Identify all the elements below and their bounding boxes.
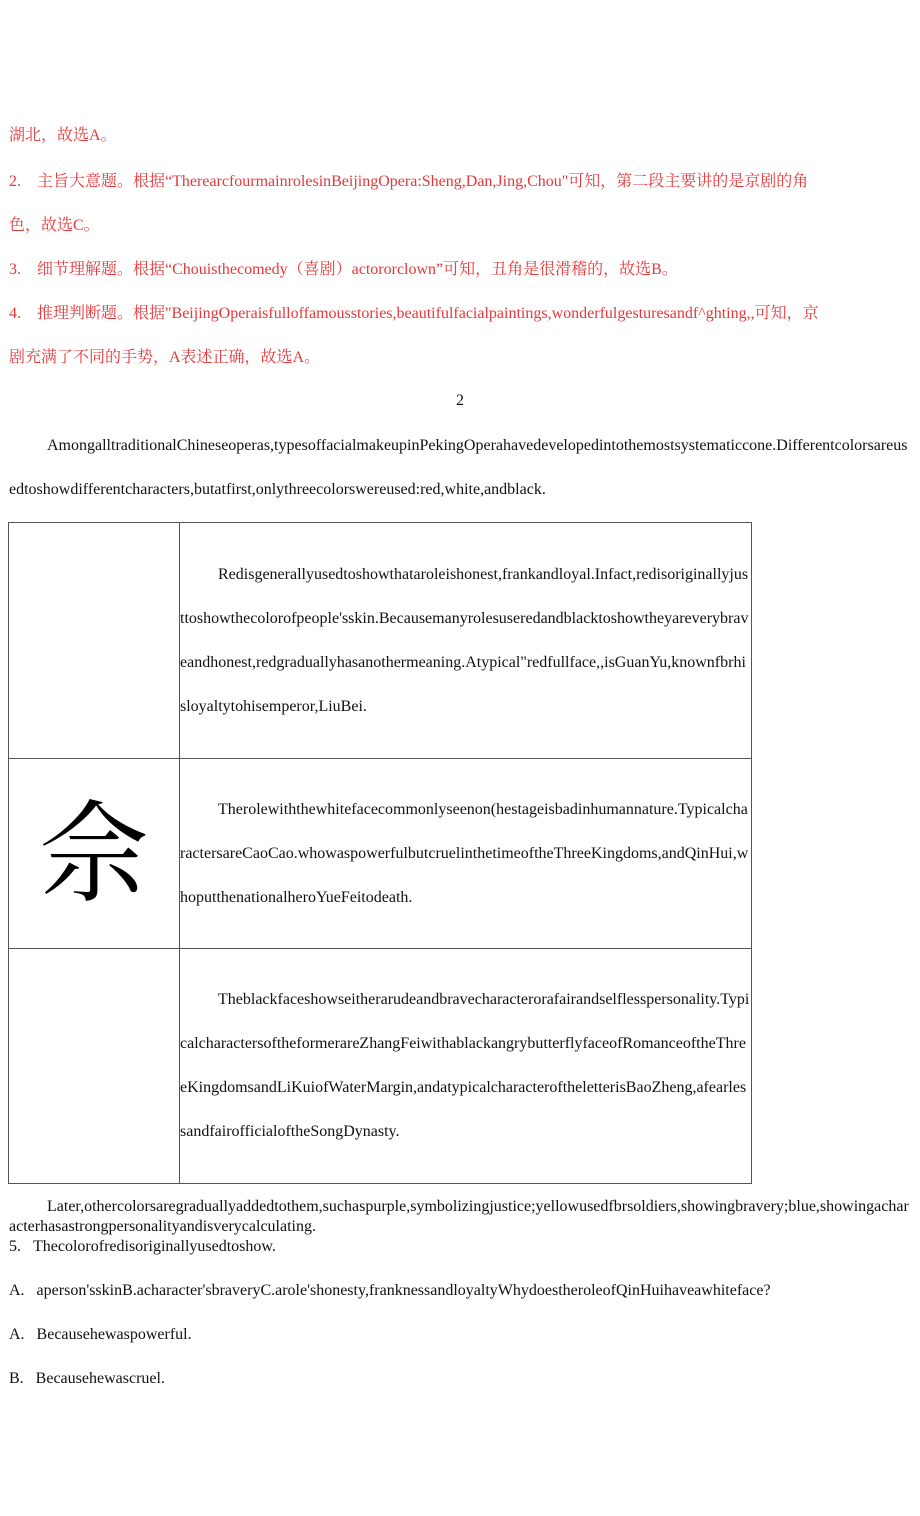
row-text: Theblackfaceshowseitherarudeandbravecharacterorafairandselflesspersonality.TypicalcharactersoftheformerareZhangFeiwithablackangrybutterflyfaceofRomanceoftheThreeKingdomsandLiKuiofWaterMargin,andatypicalcharacteroftheletterisBaoZheng,afearlessandfairofficialoftheSongDynasty. xyxy=(180,991,750,1140)
red-face-description xyxy=(180,523,752,759)
answer-4-number: 4. xyxy=(9,305,21,322)
black-face-description xyxy=(180,949,752,1184)
table-row xyxy=(9,759,752,949)
passage-number: 2 xyxy=(456,392,464,409)
answer-3-number: 3. xyxy=(9,261,21,278)
row-text: Redisgenerallyusedtoshowthataroleishonest,frankandloyal.Infact,redisoriginallyjusttoshowthecolorofpeople'sskin.Becausemanyrolesuseredandblacktoshowtheyareverybraveandhonest,redgraduallyhasanothermeaning.Atypical"redfullface,,isGuanYu,knownfbrhisloyaltytohisemperor,LiuBei. xyxy=(180,565,749,715)
question-6-option-b: B. Becausehewascruel. xyxy=(9,1370,165,1387)
passage-later xyxy=(9,1197,909,1237)
answer-4 xyxy=(9,300,819,323)
question-5: 5. Thecolorofredisoriginallyusedtoshow. xyxy=(9,1238,276,1255)
face-image-cell xyxy=(9,949,180,1184)
passage-intro xyxy=(9,424,909,512)
answer-2 xyxy=(9,168,808,191)
answer-2-text: 主旨大意题。根据“TherearcfourmainrolesinBeijingOpera:Sheng,Dan,Jing,Chou"可知，第二段主要讲的是京剧的角 xyxy=(37,173,809,190)
row-text: Therolewiththewhitefacecommonlyseenon(hestageisbadinhumannature.TypicalcharactersareCaoCao.whowaspowerfulbutcruelinthetimeoftheThreeKingdoms,andQinHui,whoputthenationalheroYueFeitodeath. xyxy=(180,800,749,906)
passage-later-text: Later,othercolorsaregraduallyaddedtothem,suchaspurple,symbolizingjustice;yellowusedfbrsoldiers,showingbravery;blue,showingacharacterhasastrongpersonalityandisverycalculating. xyxy=(9,1198,909,1235)
answer-2-number: 2. xyxy=(9,173,21,190)
passage-intro-text: AmongalltraditionalChineseoperas,typesoffacialmakeupinPekingOperahavedevelopedintothemostsystematiccone.Differentcolorsareusedtoshowdifferentcharacters,butatfirst,onlythreecolorswereused:red,white,andblack. xyxy=(9,437,908,498)
face-image-cell xyxy=(9,523,180,759)
face-glyph: 佘 xyxy=(39,789,149,918)
face-image-cell xyxy=(9,759,180,949)
white-face-description xyxy=(180,759,752,949)
answer-4-continued: 剧充满了不同的手势，A表述正确，故选A。 xyxy=(9,349,321,366)
answer-1-tail: 湖北，故选A。 xyxy=(9,127,117,144)
question-5-options: A. aperson'sskinB.acharacter'sbraveryC.arole'shonesty,franknessandloyaltyWhydoestheroleofQinHuihaveawhiteface? xyxy=(9,1282,771,1299)
table-row xyxy=(9,523,752,759)
table-row xyxy=(9,949,752,1184)
answer-2-continued: 色，故选C。 xyxy=(9,217,100,234)
answer-3 xyxy=(9,256,678,279)
answer-3-text: 细节理解题。根据“Chouisthecomedy（喜剧）actororclown”可知，丑角是很滑稽的，故选B。 xyxy=(37,261,678,278)
facial-makeup-table xyxy=(8,522,752,1184)
answer-4-text: 推理判断题。根据"BeijingOperaisfulloffamousstories,beautifulfacialpaintings,wonderfulgesturesandf^ghting,,可知，京 xyxy=(37,305,819,322)
question-6-option-a: A. Becausehewaspowerful. xyxy=(9,1326,192,1343)
